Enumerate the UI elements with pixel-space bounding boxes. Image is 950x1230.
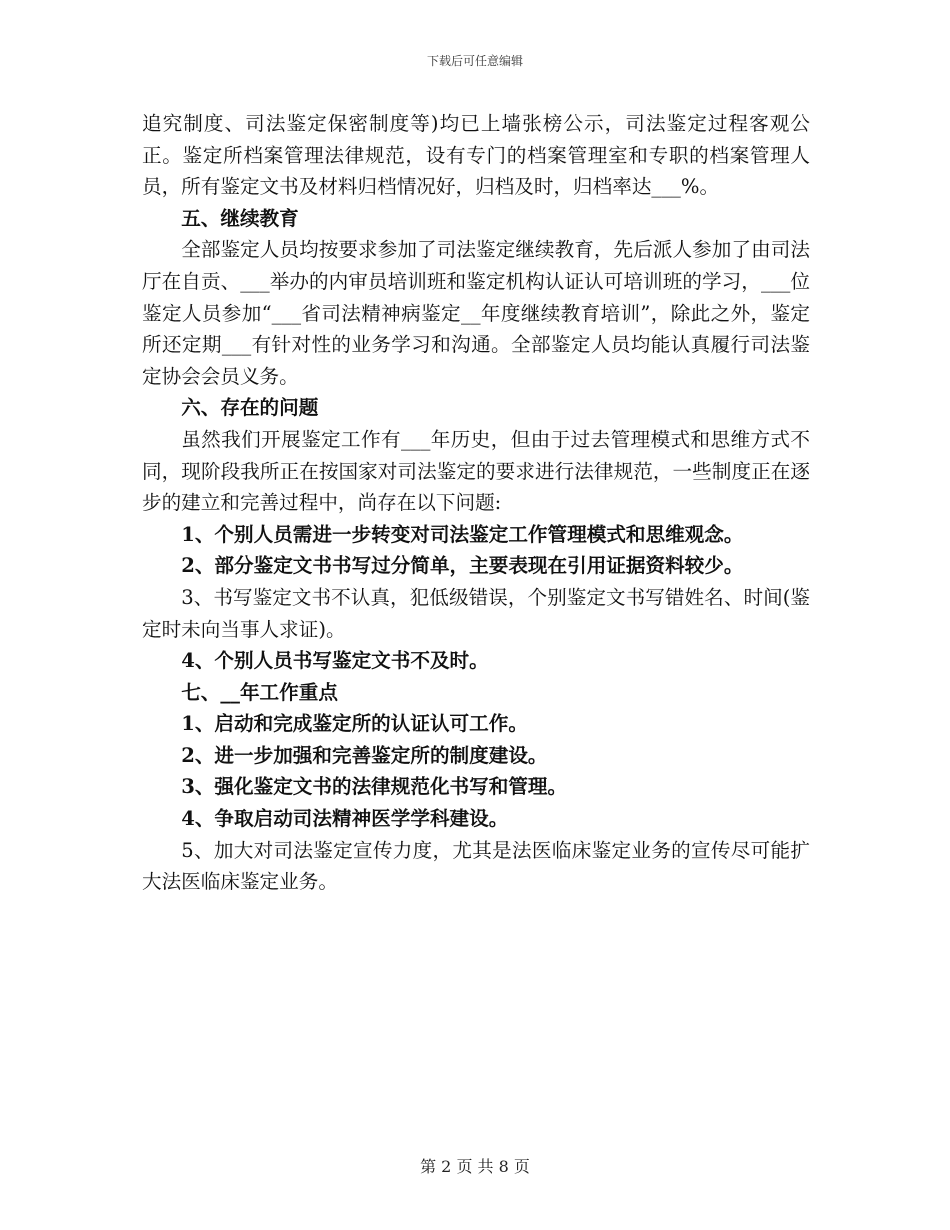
problem-item-2: 2、部分鉴定文书书写过分简单，主要表现在引用证据资料较少。 <box>181 554 744 578</box>
page-number-footer: 第 2 页 共 8 页 <box>420 1157 530 1176</box>
focus-item-2: 2、进一步加强和完善鉴定所的制度建设。 <box>181 743 548 767</box>
paragraph-continuing-education: 全部鉴定人员均按要求参加了司法鉴定继续教育，先后派人参加了由司法厅在自贡、___举办的内审员培训班和鉴定机构认证认可培训班的学习，___位鉴定人员参加“___省司法精神病鉴定__年度继续教育培训”，除此之外，鉴定所还定期___有针对性的业务学习和沟通。全部鉴定人员均能认真履行司法鉴定协会会员义务。 <box>142 238 810 388</box>
section-heading-work-focus: 七、__年工作重点 <box>181 680 338 704</box>
focus-item-5: 5、加大对司法鉴定宣传力度，尤其是法医临床鉴定业务的宣传尽可能扩大法医临床鉴定业务。 <box>142 838 810 894</box>
focus-item-3: 3、强化鉴定文书的法律规范化书写和管理。 <box>181 775 568 799</box>
paragraph-archive-management: 追究制度、司法鉴定保密制度等)均已上墙张榜公示，司法鉴定过程客观公正。鉴定所档案管理法律规范，设有专门的档案管理室和专职的档案管理人员，所有鉴定文书及材料归档情况好，归档及时，归档率达___%。 <box>142 112 810 199</box>
focus-item-4: 4、争取启动司法精神医学学科建设。 <box>181 807 509 831</box>
problem-item-3: 3、书写鉴定文书不认真，犯低级错误，个别鉴定文书写错姓名、时间(鉴定时未向当事人求证)。 <box>142 585 810 641</box>
problem-item-1: 1、个别人员需进一步转变对司法鉴定工作管理模式和思维观念。 <box>181 522 744 546</box>
page-header-note: 下载后可任意编辑 <box>426 54 523 68</box>
focus-item-1: 1、启动和完成鉴定所的认证认可工作。 <box>181 712 528 736</box>
document-body <box>142 108 810 898</box>
paragraph-problems-intro: 虽然我们开展鉴定工作有___年历史，但由于过去管理模式和思维方式不同，现阶段我所正在按国家对司法鉴定的要求进行法律规范，一些制度正在逐步的建立和完善过程中，尚存在以下问题: <box>142 427 810 515</box>
section-heading-continuing-education: 五、继续教育 <box>181 206 299 230</box>
problem-item-4: 4、个别人员书写鉴定文书不及时。 <box>181 649 489 673</box>
section-heading-existing-problems: 六、存在的问题 <box>181 396 319 420</box>
